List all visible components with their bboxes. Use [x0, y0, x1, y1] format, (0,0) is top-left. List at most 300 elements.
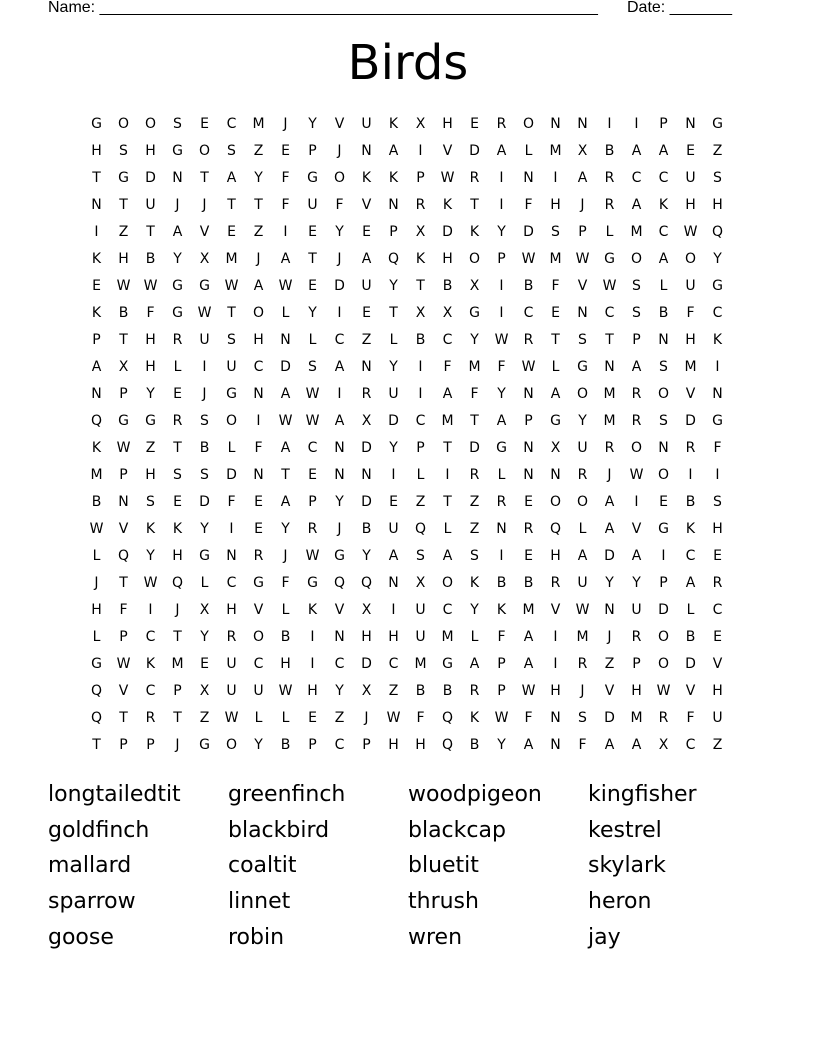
grid-letter: Y [578, 413, 587, 429]
grid-letter: A [496, 413, 507, 429]
grid-letter: W [143, 575, 158, 591]
grid-letter: H [145, 467, 156, 483]
grid-letter: U [226, 656, 237, 672]
grid-letter: A [631, 359, 642, 375]
grid-letter: A [631, 548, 642, 564]
grid-letter: V [442, 143, 453, 159]
grid-letter: I [499, 197, 504, 213]
grid-letter: R [253, 548, 264, 564]
grid-letter: N [361, 143, 372, 159]
grid-letter: I [391, 467, 396, 483]
grid-letter: S [578, 332, 587, 348]
grid-letter: U [685, 278, 696, 294]
grid-letter: N [550, 737, 561, 753]
grid-letter: V [550, 602, 561, 618]
grid-letter: U [415, 629, 426, 645]
grid-letter: C [685, 737, 696, 753]
grid-letter: X [442, 305, 453, 321]
grid-letter: H [118, 251, 129, 267]
grid-letter: J [607, 467, 612, 483]
grid-letter: I [499, 305, 504, 321]
grid-letter: F [524, 197, 533, 213]
grid-letter: L [416, 467, 425, 483]
grid-letter: P [416, 440, 425, 456]
word-list-item: jay [588, 924, 621, 950]
grid-letter: P [497, 251, 506, 267]
grid-letter: R [604, 170, 615, 186]
grid-letter: M [603, 413, 616, 429]
grid-letter: L [254, 710, 263, 726]
word-list-item: greenfinch [228, 782, 346, 807]
grid-letter: I [607, 116, 612, 132]
grid-letter: R [631, 386, 642, 402]
grid-letter: C [307, 440, 318, 456]
grid-letter: N [577, 116, 588, 132]
grid-letter: U [145, 197, 156, 213]
grid-letter: E [281, 143, 290, 159]
grid-letter: F [497, 629, 506, 645]
grid-letter: S [416, 548, 425, 564]
grid-letter: M [414, 656, 427, 672]
grid-letter: W [629, 467, 644, 483]
grid-letter: N [496, 521, 507, 537]
grid-letter: C [685, 548, 696, 564]
grid-letter: S [659, 413, 668, 429]
grid-letter: E [524, 548, 533, 564]
grid-letter: I [688, 467, 693, 483]
grid-letter: Y [146, 386, 155, 402]
grid-letter: Z [415, 494, 426, 510]
grid-letter: Z [388, 683, 399, 699]
grid-letter: A [604, 521, 615, 537]
grid-letter: N [334, 467, 345, 483]
grid-letter: D [685, 413, 696, 429]
grid-letter: A [604, 494, 615, 510]
grid-letter: X [361, 413, 372, 429]
grid-letter: V [334, 116, 345, 132]
grid-letter: T [92, 170, 101, 186]
grid-letter: I [337, 305, 342, 321]
word-list-item: goldfinch [48, 817, 150, 843]
grid-letter: W [656, 683, 671, 699]
grid-letter: L [524, 143, 533, 159]
grid-letter: H [172, 548, 183, 564]
grid-letter: T [227, 197, 236, 213]
grid-letter: V [118, 521, 129, 537]
grid-letter: F [713, 440, 722, 456]
grid-letter: R [604, 197, 615, 213]
word-list-item: heron [588, 889, 652, 915]
grid-letter: R [685, 440, 696, 456]
grid-letter: T [281, 467, 290, 483]
grid-letter: I [499, 548, 504, 564]
grid-letter: X [577, 143, 588, 159]
grid-letter: I [229, 521, 234, 537]
grid-letter: Z [712, 143, 723, 159]
grid-letter: X [118, 359, 129, 375]
grid-letter: C [226, 575, 237, 591]
grid-letter: A [280, 251, 291, 267]
grid-letter: Z [712, 737, 723, 753]
word-list-item: kestrel [588, 817, 662, 843]
grid-letter: V [604, 683, 615, 699]
grid-letter: A [226, 170, 237, 186]
grid-letter: Y [200, 521, 209, 537]
grid-letter: J [337, 251, 342, 267]
grid-letter: W [116, 278, 131, 294]
grid-letter: T [470, 197, 479, 213]
grid-letter: N [712, 386, 723, 402]
grid-letter: N [118, 494, 129, 510]
grid-letter: J [175, 602, 180, 618]
grid-letter: W [575, 251, 590, 267]
grid-letter: H [388, 629, 399, 645]
grid-letter: D [226, 467, 237, 483]
grid-letter: W [683, 224, 698, 240]
grid-letter: F [470, 386, 479, 402]
grid-letter: S [173, 467, 182, 483]
grid-letter: P [119, 737, 128, 753]
grid-letter: P [173, 683, 182, 699]
grid-letter: B [523, 575, 534, 591]
grid-letter: Y [308, 305, 317, 321]
grid-letter: U [577, 575, 588, 591]
grid-letter: F [335, 197, 344, 213]
grid-letter: D [361, 494, 372, 510]
word-list-item: blackbird [228, 817, 330, 843]
grid-letter: S [551, 224, 560, 240]
grid-letter: O [657, 656, 670, 672]
grid-letter: L [200, 575, 209, 591]
grid-letter: X [415, 224, 426, 240]
grid-letter: W [224, 710, 239, 726]
grid-letter: S [227, 143, 236, 159]
grid-letter: G [118, 170, 129, 186]
grid-letter: Y [335, 494, 344, 510]
grid-letter: R [469, 170, 480, 186]
grid-letter: K [172, 521, 183, 537]
grid-letter: N [604, 602, 615, 618]
grid-letter: E [713, 548, 722, 564]
grid-letter: W [305, 413, 320, 429]
word-list-item: sparrow [48, 889, 136, 915]
grid-letter: S [713, 170, 722, 186]
grid-letter: U [388, 386, 399, 402]
grid-letter: W [305, 386, 320, 402]
grid-letter: I [634, 116, 639, 132]
grid-letter: V [685, 683, 696, 699]
grid-letter: C [334, 332, 345, 348]
grid-letter: Q [441, 710, 454, 726]
grid-letter: R [658, 710, 669, 726]
grid-letter: H [442, 116, 453, 132]
grid-letter: I [661, 548, 666, 564]
grid-letter: T [254, 197, 263, 213]
grid-letter: N [550, 467, 561, 483]
grid-letter: W [224, 278, 239, 294]
grid-letter: G [307, 575, 318, 591]
grid-letter: K [388, 170, 399, 186]
grid-letter: M [630, 710, 643, 726]
grid-letter: M [441, 413, 454, 429]
grid-letter: G [91, 116, 102, 132]
grid-letter: I [148, 602, 153, 618]
grid-letter: A [523, 629, 534, 645]
grid-letter: G [550, 413, 561, 429]
grid-letter: T [389, 305, 398, 321]
grid-letter: K [469, 224, 480, 240]
grid-letter: R [145, 710, 156, 726]
grid-letter: E [470, 116, 479, 132]
grid-letter: C [442, 332, 453, 348]
grid-letter: K [469, 575, 480, 591]
grid-letter: G [712, 413, 723, 429]
grid-letter: D [388, 413, 399, 429]
grid-letter: N [91, 197, 102, 213]
grid-letter: U [307, 197, 318, 213]
grid-letter: W [386, 710, 401, 726]
grid-letter: N [523, 386, 534, 402]
grid-letter: S [659, 359, 668, 375]
grid-letter: U [226, 683, 237, 699]
grid-letter: A [280, 386, 291, 402]
word-list-item: goose [48, 924, 114, 950]
date-field-label: Date: _______ [627, 0, 732, 16]
grid-letter: L [551, 359, 560, 375]
grid-letter: P [119, 386, 128, 402]
grid-letter: H [91, 143, 102, 159]
grid-letter: D [361, 440, 372, 456]
grid-letter: W [197, 305, 212, 321]
grid-letter: Z [469, 521, 480, 537]
grid-letter: Z [145, 440, 156, 456]
grid-letter: W [305, 548, 320, 564]
grid-letter: W [440, 170, 455, 186]
grid-letter: Z [469, 494, 480, 510]
grid-letter: A [388, 548, 399, 564]
grid-letter: Q [90, 413, 103, 429]
grid-letter: G [199, 278, 210, 294]
grid-letter: S [227, 332, 236, 348]
grid-letter: P [308, 494, 317, 510]
grid-letter: M [603, 386, 616, 402]
grid-letter: C [712, 602, 723, 618]
grid-letter: P [119, 467, 128, 483]
grid-letter: J [283, 548, 288, 564]
grid-letter: Y [389, 278, 398, 294]
grid-letter: Q [333, 575, 346, 591]
grid-letter: P [92, 332, 101, 348]
grid-letter: B [91, 494, 102, 510]
grid-letter: S [146, 494, 155, 510]
grid-letter: N [604, 359, 615, 375]
grid-letter: E [308, 224, 317, 240]
grid-letter: H [307, 683, 318, 699]
grid-letter: I [499, 170, 504, 186]
grid-letter: A [523, 737, 534, 753]
grid-letter: X [199, 251, 210, 267]
grid-letter: P [389, 224, 398, 240]
grid-letter: W [494, 332, 509, 348]
grid-letter: T [92, 737, 101, 753]
grid-letter: A [496, 143, 507, 159]
grid-letter: Y [389, 440, 398, 456]
grid-letter: Q [387, 251, 400, 267]
grid-letter: X [199, 683, 210, 699]
grid-letter: F [497, 359, 506, 375]
grid-letter: H [388, 737, 399, 753]
grid-letter: I [310, 656, 315, 672]
grid-letter: B [199, 440, 210, 456]
grid-letter: R [577, 467, 588, 483]
grid-letter: O [630, 440, 643, 456]
grid-letter: G [604, 251, 615, 267]
grid-letter: X [415, 116, 426, 132]
grid-letter: F [254, 440, 263, 456]
grid-letter: U [361, 116, 372, 132]
grid-letter: C [226, 116, 237, 132]
grid-letter: D [334, 278, 345, 294]
grid-letter: P [632, 332, 641, 348]
grid-letter: B [415, 683, 426, 699]
grid-letter: E [92, 278, 101, 294]
grid-letter: D [199, 494, 210, 510]
grid-letter: N [523, 170, 534, 186]
grid-letter: G [226, 386, 237, 402]
grid-letter: J [364, 710, 369, 726]
grid-letter: A [280, 440, 291, 456]
grid-letter: I [310, 629, 315, 645]
grid-letter: C [334, 656, 345, 672]
grid-letter: H [631, 683, 642, 699]
grid-letter: D [361, 656, 372, 672]
grid-letter: Q [90, 683, 103, 699]
grid-letter: E [173, 386, 182, 402]
grid-letter: O [522, 116, 535, 132]
grid-letter: X [415, 575, 426, 591]
grid-letter: W [575, 602, 590, 618]
grid-letter: R [523, 332, 534, 348]
grid-letter: H [442, 251, 453, 267]
grid-letter: Z [199, 710, 210, 726]
grid-letter: S [308, 359, 317, 375]
grid-letter: L [281, 305, 290, 321]
grid-letter: W [89, 521, 104, 537]
grid-letter: O [468, 251, 481, 267]
grid-letter: R [469, 683, 480, 699]
grid-letter: V [631, 521, 642, 537]
grid-letter: N [550, 116, 561, 132]
grid-letter: F [578, 737, 587, 753]
grid-letter: R [550, 575, 561, 591]
grid-letter: W [278, 683, 293, 699]
grid-letter: M [252, 116, 265, 132]
grid-letter: G [658, 521, 669, 537]
grid-letter: E [254, 494, 263, 510]
grid-letter: G [199, 548, 210, 564]
word-list-item: skylark [588, 853, 666, 879]
grid-letter: I [715, 467, 720, 483]
grid-letter: P [578, 224, 587, 240]
grid-letter: S [200, 467, 209, 483]
grid-letter: I [256, 413, 261, 429]
grid-letter: L [578, 521, 587, 537]
grid-letter: N [172, 170, 183, 186]
grid-letter: R [361, 386, 372, 402]
grid-letter: C [145, 683, 156, 699]
grid-letter: N [388, 197, 399, 213]
grid-letter: L [92, 629, 101, 645]
grid-letter: K [685, 521, 696, 537]
grid-letter: W [278, 278, 293, 294]
grid-letter: N [280, 332, 291, 348]
grid-letter: U [361, 278, 372, 294]
grid-letter: I [418, 359, 423, 375]
grid-letter: Z [334, 710, 345, 726]
grid-letter: F [281, 197, 290, 213]
grid-letter: K [388, 116, 399, 132]
grid-letter: M [522, 602, 535, 618]
grid-letter: J [580, 197, 585, 213]
grid-letter: I [391, 602, 396, 618]
grid-letter: O [684, 251, 697, 267]
grid-letter: T [227, 305, 236, 321]
grid-letter: N [523, 467, 534, 483]
word-list-item: mallard [48, 853, 132, 879]
grid-letter: G [118, 413, 129, 429]
grid-letter: E [254, 521, 263, 537]
grid-letter: R [712, 575, 723, 591]
grid-letter: H [145, 143, 156, 159]
grid-letter: X [361, 602, 372, 618]
word-list-item: woodpigeon [408, 782, 542, 807]
grid-letter: K [307, 602, 318, 618]
grid-letter: W [116, 440, 131, 456]
grid-letter: M [549, 143, 562, 159]
grid-letter: T [119, 575, 128, 591]
grid-letter: N [685, 116, 696, 132]
grid-letter: A [523, 656, 534, 672]
grid-letter: T [200, 170, 209, 186]
grid-letter: O [576, 386, 589, 402]
grid-letter: E [524, 494, 533, 510]
grid-letter: H [91, 602, 102, 618]
grid-letter: O [657, 386, 670, 402]
grid-letter: R [307, 521, 318, 537]
grid-letter: X [199, 602, 210, 618]
grid-letter: I [553, 170, 558, 186]
grid-letter: F [686, 305, 695, 321]
grid-letter: E [659, 494, 668, 510]
grid-letter: W [521, 683, 536, 699]
grid-letter: B [442, 278, 453, 294]
grid-letter: E [308, 467, 317, 483]
grid-letter: U [685, 170, 696, 186]
grid-letter: H [253, 332, 264, 348]
grid-letter: B [361, 521, 372, 537]
grid-letter: O [549, 494, 562, 510]
grid-letter: R [469, 467, 480, 483]
grid-letter: P [659, 575, 668, 591]
grid-letter: H [415, 737, 426, 753]
grid-letter: Y [173, 251, 182, 267]
grid-letter: H [145, 359, 156, 375]
grid-letter: J [256, 251, 261, 267]
grid-letter: U [415, 602, 426, 618]
grid-letter: R [631, 413, 642, 429]
grid-letter: P [308, 143, 317, 159]
grid-letter: Z [253, 143, 264, 159]
